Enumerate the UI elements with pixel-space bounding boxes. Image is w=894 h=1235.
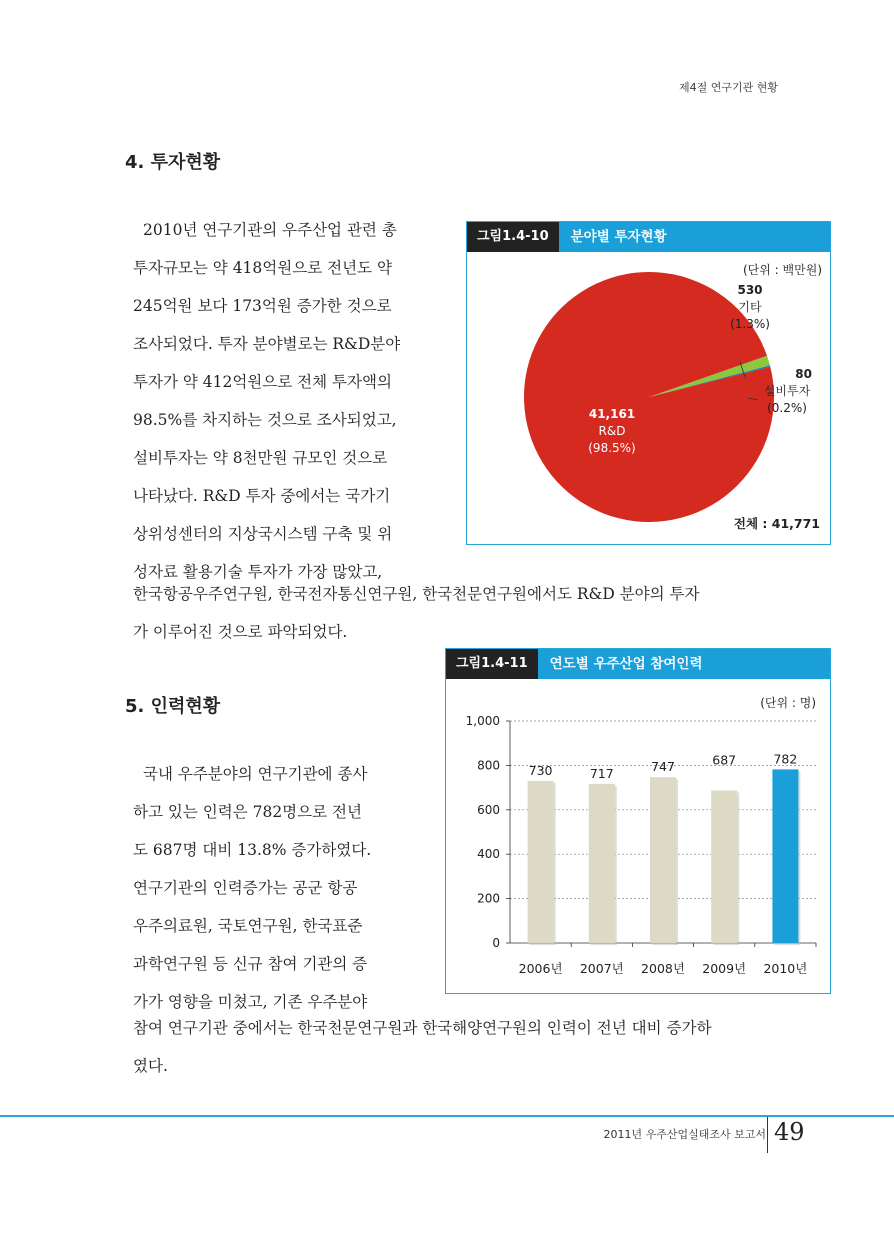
figure-title: 분야별 투자현황 [559, 222, 830, 252]
bar [589, 784, 615, 943]
bar [650, 777, 676, 943]
paragraph-line: 가가 영향을 미쳤고, 기존 우주분야 [133, 993, 368, 1011]
y-tick-label: 600 [477, 802, 500, 817]
figure-investment-by-field [466, 221, 831, 545]
figure-title: 연도별 우주산업 참여인력 [538, 649, 830, 679]
paragraph-line: 설비투자는 약 8천만원 규모인 것으로 [133, 449, 388, 467]
paragraph-line: 하고 있는 인력은 782명으로 전년 [133, 803, 362, 821]
x-tick-label: 2007년 [579, 961, 624, 976]
bar [528, 781, 554, 943]
footer-report-title: 2011년 우주산업실태조사 보고서 [603, 1128, 766, 1141]
section-5-paragraph-continued [133, 1009, 711, 1085]
bar-chart [446, 649, 830, 993]
bar-value-label: 717 [589, 765, 614, 781]
slice-label-rd: 41,161 R&D (98.5%) [588, 407, 636, 455]
paragraph-line: 였다. [133, 1057, 168, 1075]
bar-value-label: 687 [712, 752, 737, 768]
paragraph-line: 우주의료원, 국토연구원, 한국표준 [133, 917, 363, 935]
paragraph-line: 투자가 약 412억원으로 전체 투자액의 [133, 373, 392, 391]
paragraph-line: 한국항공우주연구원, 한국전자통신연구원, 한국천문연구원에서도 R&D 분야의 투자 [133, 585, 700, 603]
bar [711, 790, 737, 943]
paragraph-line: 국내 우주분야의 연구기관에 종사 [143, 765, 368, 783]
figure-personnel-by-year [445, 648, 831, 994]
section-4-paragraph [133, 211, 400, 591]
y-tick-label: 200 [477, 891, 500, 906]
total-label: 전체 : 41,771 [733, 516, 820, 531]
paragraph-line: 참여 연구기관 중에서는 한국천문연구원과 한국해양연구원의 인력이 전년 대비 증가하 [133, 1019, 712, 1037]
x-tick-label: 2010년 [763, 961, 808, 976]
paragraph-line: 98.5%를 차지하는 것으로 조사되었고, [133, 411, 397, 429]
paragraph-line: 과학연구원 등 신규 참여 기관의 증 [133, 955, 368, 973]
y-tick-label: 400 [477, 847, 500, 862]
x-tick-label: 2006년 [518, 961, 563, 976]
figure-number: 그림1.4-11 [446, 649, 538, 679]
paragraph-line: 가 이루어진 것으로 파악되었다. [133, 623, 348, 641]
section-5-paragraph [133, 755, 371, 1021]
bar-value-label: 782 [773, 751, 798, 767]
slice-label-facility: 80 설비투자 (0.2%) [763, 367, 812, 415]
footer-rule [0, 1115, 894, 1117]
bar [772, 769, 798, 943]
x-tick-label: 2008년 [641, 961, 685, 976]
paragraph-line: 조사되었다. 투자 분야별로는 R&D분야 [133, 335, 401, 353]
figure-number: 그림1.4-10 [467, 222, 559, 252]
section-5-title: 5. 인력현황 [125, 696, 221, 717]
paragraph-line: 상위성센터의 지상국시스템 구축 및 위 [133, 525, 393, 543]
bar-value-label: 747 [651, 759, 675, 775]
paragraph-line: 투자규모는 약 418억원으로 전년도 약 [133, 259, 392, 277]
unit-label: (단위 : 백만원) [743, 263, 822, 277]
paragraph-line: 245억원 보다 173억원 증가한 것으로 [133, 297, 392, 315]
paragraph-line: 연구기관의 인력증가는 공군 항공 [133, 879, 358, 897]
section-4-title: 4. 투자현황 [125, 152, 221, 173]
bar-value-label: 730 [528, 762, 553, 778]
slice-label-other: 530 기타 (1.3%) [730, 283, 770, 331]
section-4-paragraph-continued [133, 575, 700, 651]
paragraph-line: 도 687명 대비 13.8% 증가하였다. [133, 841, 372, 859]
paragraph-line: 나타났다. R&D 투자 중에서는 국가기 [133, 487, 391, 505]
page-number: 49 [774, 1118, 805, 1146]
unit-label: (단위 : 명) [760, 696, 816, 710]
running-header: 제4절 연구기관 현황 [679, 81, 778, 94]
x-tick-label: 2009년 [702, 961, 747, 976]
paragraph-line: 2010년 연구기관의 우주산업 관련 총 [143, 221, 397, 239]
paragraph-line: 성자료 활용기술 투자가 가장 많았고, [133, 563, 383, 581]
y-tick-label: 1,000 [465, 714, 500, 728]
y-tick-label: 800 [477, 758, 500, 773]
y-tick-label: 0 [492, 936, 500, 950]
footer-divider [767, 1117, 768, 1153]
